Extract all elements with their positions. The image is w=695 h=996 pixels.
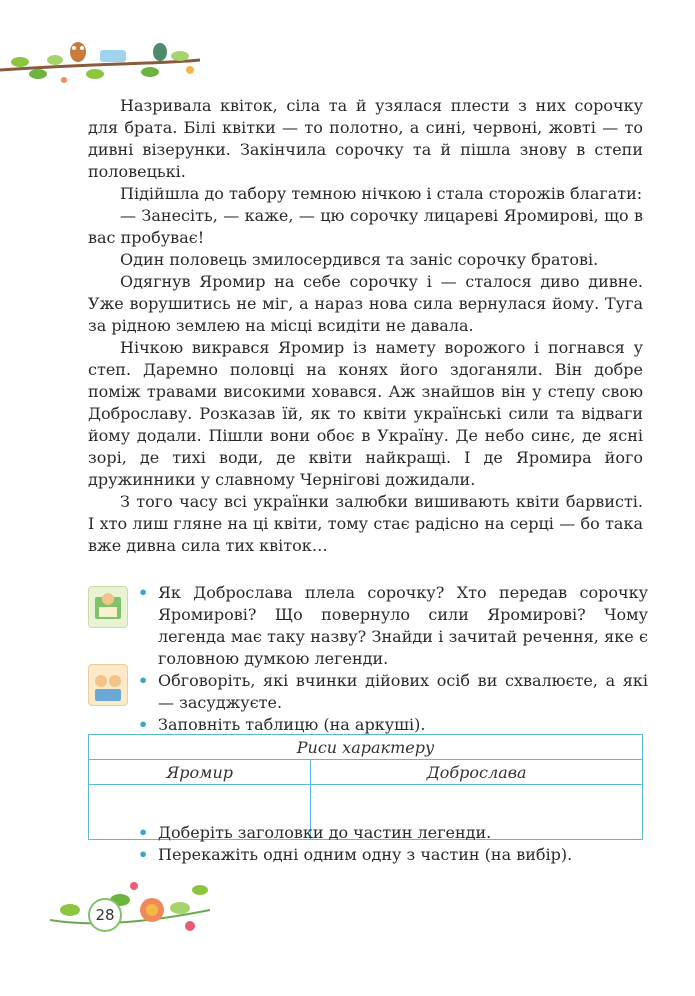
task-item [88, 714, 648, 736]
task-item [88, 582, 648, 670]
table-title: Риси характеру [89, 735, 643, 760]
task-text: Доберіть заголовки до частин легенди. [158, 823, 492, 842]
task-text: Обговоріть, які вчинки дійових осіб ви схвалюєте, а які — засуджуєте. [158, 671, 648, 712]
paragraph: — Занесіть, — каже, — цю сорочку лицареві Яромирові, що в вас пробуває! [88, 206, 643, 247]
bullet: • [138, 823, 149, 842]
paragraph: Назривала квіток, сіла та й узялася плести з них сорочку для брата. Білі квітки — то полотно, а сині, червоні, жовті — то дивні візерунки. Закінчила сорочку та й пішла знову в степи половецькі. [88, 96, 643, 181]
decorative-branch-bottom [50, 870, 210, 950]
bullet: • [138, 583, 149, 602]
task-item [88, 822, 648, 844]
story-text [88, 95, 643, 557]
paragraph: Підійшла до табору темною нічкою і стала сторожів благати: [120, 184, 643, 203]
paragraph: Один половець змилосердився та заніс сорочку братові. [120, 250, 599, 269]
paragraph: Нічкою викрався Яромир із намету ворожого і погнався у степ. Даремно половці на конях його здоганяли. Він добре поміж травами високими ховався. Аж знайшов він у степу свою Доброславу. Розказав їй, як то квіти українські сили та відваги йому додали. Пішли вони обоє в Україну. Де небо синє, де ясні зорі, де тихі води, де квіти найкращі. І де Яромира його дружинники у славному Чернігові дожидали. [88, 338, 643, 489]
task-item [88, 670, 648, 714]
table-header-yaromyr: Яромир [89, 760, 311, 785]
paragraph: Одягнув Яромир на себе сорочку і — сталося диво дивне. Уже ворушитись не міг, а нараз нова сила вернулася йому. Туга за рідною землею на місці всидіти не давала. [88, 272, 643, 335]
bullet: • [138, 715, 149, 734]
table-header-dobroslava: Доброслава [311, 760, 643, 785]
bullet: • [138, 845, 149, 864]
task-text: Перекажіть одні одним одну з частин (на вибір). [158, 845, 573, 864]
task-list [88, 582, 648, 736]
paragraph: З того часу всі українки залюбки вишивають квіти барвисті. І хто лиш гляне на ці квіти, тому стає радісно на серці — бо така вже дивна сила тих квіток… [88, 492, 643, 555]
task-list-after [88, 822, 648, 866]
page-number: 28 [88, 898, 122, 932]
decorative-branch-top [0, 30, 200, 90]
task-text: Як Доброслава плела сорочку? Хто передав сорочку Яромирові? Що повернуло сили Яромирові? Чому легенда має таку назву? Знайди і зачитай речення, яке є головною думкою легенди. [158, 583, 648, 668]
task-item [88, 844, 648, 866]
bullet: • [138, 671, 149, 690]
task-text: Заповніть таблицю (на аркуші). [158, 715, 426, 734]
